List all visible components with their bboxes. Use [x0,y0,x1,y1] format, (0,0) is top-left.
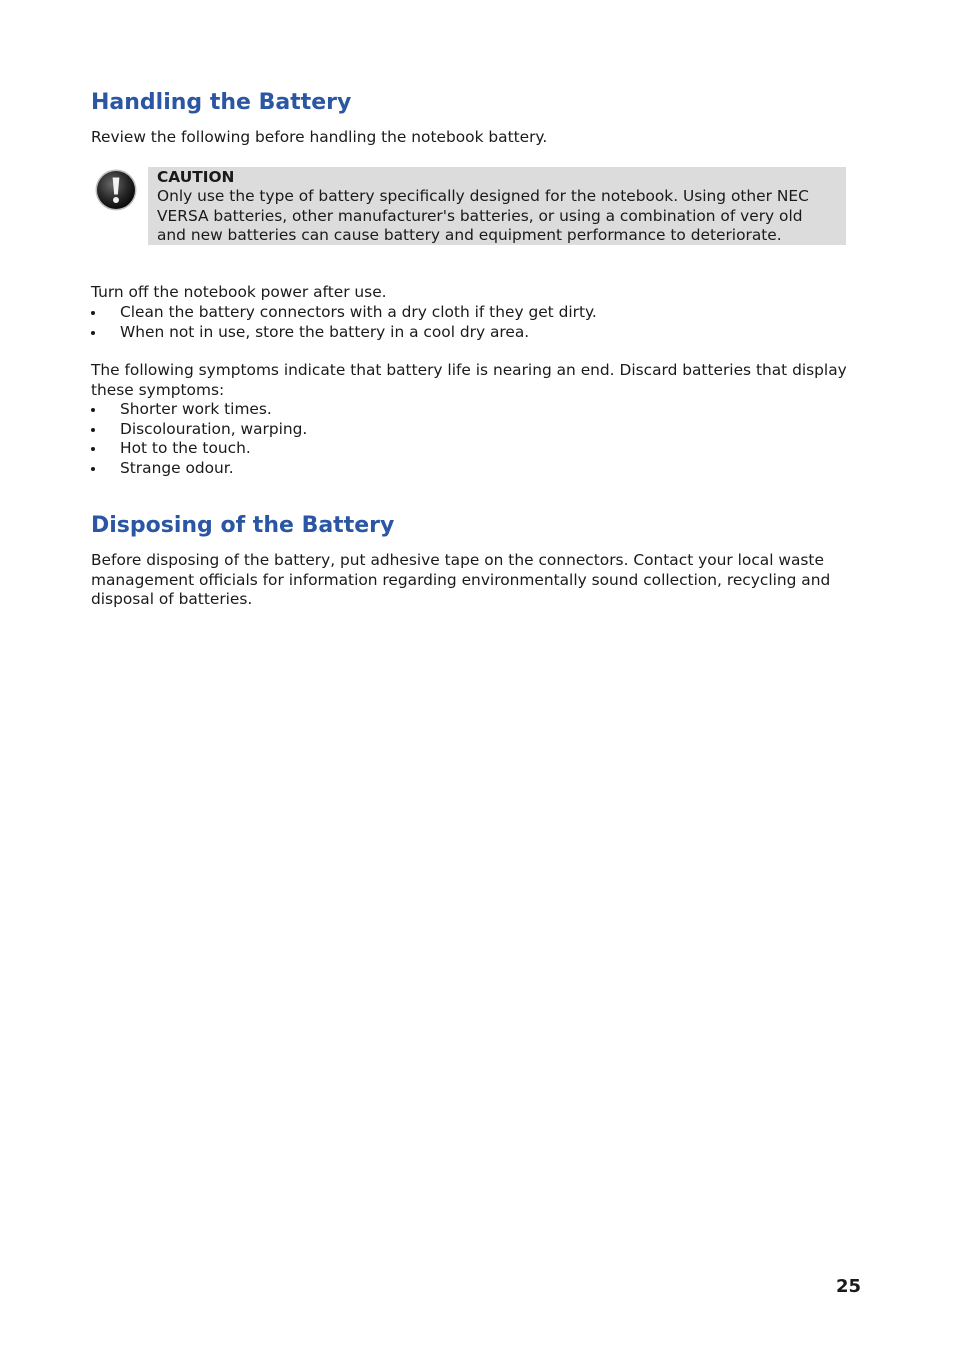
symptoms-list [91,400,866,478]
list-item: Shorter work times. [91,400,866,420]
list-item: Hot to the touch. [91,439,866,459]
handling-intro: Review the following before handling the notebook battery. [91,128,548,146]
list-item: Strange odour. [91,459,866,479]
bullet-icon [91,408,95,412]
power-note: Turn off the notebook power after use. [91,283,387,301]
page-number: 25 [836,1276,862,1297]
section-title-handling: Handling the Battery [91,90,352,115]
bullet-icon [91,428,95,432]
bullet-icon [91,331,95,335]
care-list [91,303,866,342]
disposing-text: Before disposing of the battery, put adhesive tape on the connectors. Contact your local waste management officials for information regarding environmentally sound collection, recycling and disposal of batteries. [91,551,831,609]
list-item: Clean the battery connectors with a dry cloth if they get dirty. [91,303,866,323]
caution-label: CAUTION [157,168,235,186]
caution-text: Only use the type of battery specifically designed for the notebook. Using other NEC VERSA batteries, other manufacturer's batteries, or using a combination of very old and new batteries can cause battery and equipment performance to deteriorate. [157,187,809,245]
caution-box [148,167,846,245]
section-title-disposing: Disposing of the Battery [91,513,395,538]
bullet-icon [91,311,95,315]
list-item: When not in use, store the battery in a cool dry area. [91,323,866,343]
list-item: Discolouration, warping. [91,420,866,440]
symptoms-intro: The following symptoms indicate that battery life is nearing an end. Discard batteries that display these symptoms: [91,361,847,399]
bullet-icon [91,467,95,471]
bullet-icon [91,447,95,451]
exclamation-icon [94,168,138,212]
